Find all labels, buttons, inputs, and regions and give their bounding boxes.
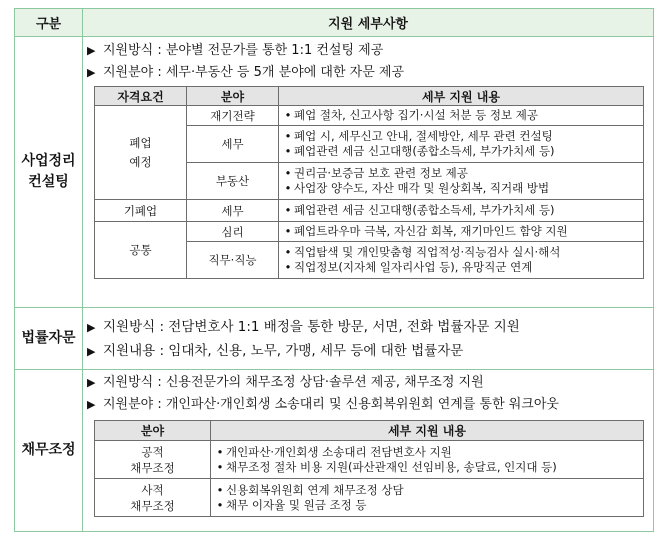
qualification-closed: 기폐업 [95,200,187,222]
sub-header-detail: 세부 지원 내용 [211,421,644,441]
detail-cell: • 폐업관련 세금 신고대행(종합소득세, 부가가치세 등) [279,200,644,222]
arrow-right-icon: ▶ [87,376,96,389]
arrow-right-icon: ▶ [87,66,96,79]
field-private-debt: 사적 채무조정 [95,479,211,517]
category-label: 사업정리 컨설팅 [21,153,76,190]
debt-field-line: ▶ 지원분야 : 개인파산·개인회생 소송대리 및 신용회복위원회 연계를 통한 워크아웃 [83,394,653,416]
arrow-right-icon: ▶ [87,44,96,57]
detail-cell: • 신용회복위원회 연계 채무조정 상담 • 채무 이자율 및 원금 조정 등 [211,479,644,517]
legal-content-line: ▶ 지원내용 : 임대차, 신용, 노무, 가맹, 세무 등에 대한 법률자문 [83,339,653,363]
header-details: 지원 세부사항 [83,9,654,37]
arrow-right-icon: ▶ [87,345,96,358]
debt-details [83,370,654,532]
support-table [14,8,654,532]
detail-cell: • 폐업트라우마 극복, 자신감 회복, 재기마인드 함양 지원 [279,222,644,242]
field-cell: 세무 [187,200,279,222]
legal-method-line: ▶ 지원방식 : 전담변호사 1:1 배정을 통한 방문, 서면, 전화 법률자문 지원 [83,315,653,339]
business-field-line: ▶ 지원분야 : 세무·부동산 등 5개 분야에 대한 자문 제공 [83,62,653,84]
category-debt-adjustment: 채무조정 [15,370,83,532]
business-details [83,37,654,308]
field-cell: 직무·직능 [187,242,279,279]
arrow-right-icon: ▶ [87,398,96,411]
field-cell: 세무 [187,126,279,163]
detail-cell: • 권리금·보증금 보호 관련 정보 제공 • 사업장 양수도, 자산 매각 및 원상회복, 직거래 방법 [279,163,644,200]
sub-header-field: 분야 [95,421,211,441]
category-business-closure [15,37,83,308]
debt-sub-table [94,420,644,517]
qualification-closing-planned: 폐업 예정 [95,106,187,200]
detail-cell: • 개인파산·개인회생 소송대리 전담변호사 지원 • 채무조정 절차 비용 지원(파산관재인 선임비용, 송달료, 인지대 등) [211,441,644,479]
field-cell: 부동산 [187,163,279,200]
detail-cell: • 폐업 절차, 신고사항 집기·시설 처분 등 정보 제공 [279,106,644,126]
sub-header-field: 분야 [187,87,279,106]
debt-method-line: ▶ 지원방식 : 신용전문가의 채무조정 상담·솔루션 제공, 채무조정 지원 [83,372,653,394]
sub-header-qualification: 자격요건 [95,87,187,106]
business-sub-table [94,86,644,279]
field-public-debt: 공적 채무조정 [95,441,211,479]
field-cell: 재기전략 [187,106,279,126]
business-method-line: ▶ 지원방식 : 분야별 전문가를 통한 1:1 컨설팅 제공 [83,40,653,62]
category-legal-advice: 법률자문 [15,308,83,370]
header-category: 구분 [15,9,83,37]
sub-header-detail: 세부 지원 내용 [279,87,644,106]
detail-cell: • 직업탐색 및 개인맞춤형 직업적성·직능검사 실시·해석 • 직업정보(지자체 일자리사업 등), 유망직군 연계 [279,242,644,279]
field-cell: 심리 [187,222,279,242]
qualification-common: 공통 [95,222,187,279]
arrow-right-icon: ▶ [87,321,96,334]
legal-details [83,308,654,370]
detail-cell: • 폐업 시, 세무신고 안내, 절세방안, 세무 관련 컨설팅 • 폐업관련 세금 신고대행(종합소득세, 부가가치세 등) [279,126,644,163]
